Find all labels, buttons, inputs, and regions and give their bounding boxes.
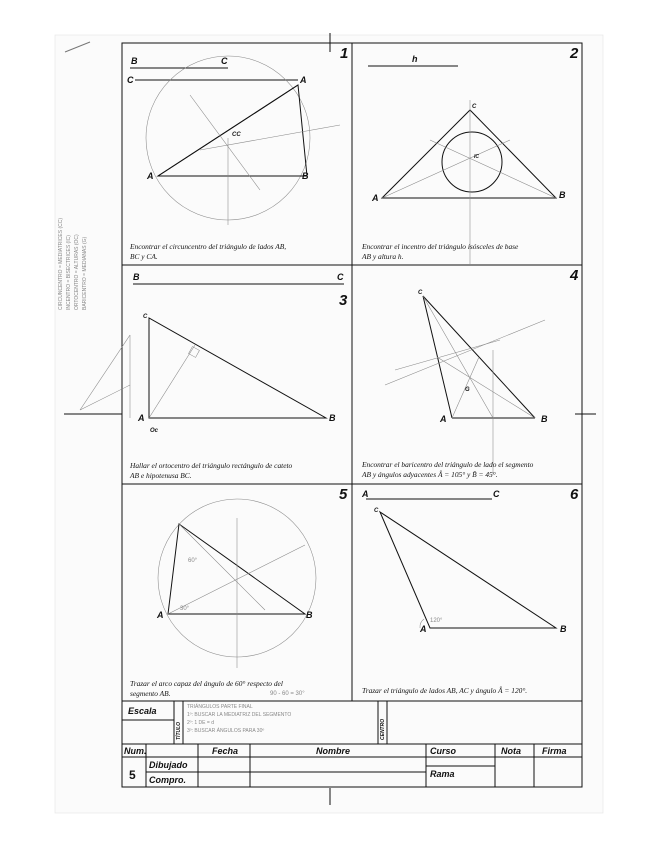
caption-line-1: Trazar el triángulo de lados AB, AC y ángulo Â = 120°.: [362, 686, 528, 695]
label-ic: IC: [474, 154, 479, 160]
panel-number: 4: [570, 267, 579, 284]
escala-label: Escala: [128, 706, 157, 716]
header-num: Num.: [124, 746, 147, 756]
label-a-top: A: [300, 75, 307, 85]
label-a: A: [157, 610, 164, 620]
label-a: A: [147, 171, 154, 181]
label-a: A: [138, 413, 145, 423]
panel-number: 5: [339, 486, 348, 503]
panel-number: 2: [570, 45, 579, 62]
label-c-top: C: [221, 56, 228, 66]
num-value: 5: [129, 768, 136, 782]
caption-line-1: Encontrar el incentro del triángulo isósceles de base: [362, 242, 519, 251]
label-b: B: [302, 171, 309, 181]
label-b-top: B: [131, 56, 138, 66]
angle-120: 120°: [430, 618, 443, 624]
titulo-note-4: 3º: BUSCAR ÁNGULOS PARA 30º: [187, 728, 265, 734]
label-b: B: [306, 610, 313, 620]
label-a: A: [372, 193, 379, 203]
caption-line-1: Encontrar el circuncentro del triángulo de lados AB,: [130, 242, 287, 251]
panel-number: 1: [340, 45, 349, 62]
header-curso: Curso: [430, 746, 457, 756]
caption-line-2: BC y CA.: [130, 252, 158, 261]
caption-line-2: segmento AB.: [130, 689, 171, 698]
rama-label: Rama: [430, 769, 455, 779]
label-c-top: C: [493, 489, 500, 499]
caption-line-1: Hallar el ortocentro del triángulo rectángulo de cateto: [130, 461, 293, 470]
dibujado-label: Dibujado: [149, 760, 188, 770]
label-a: A: [420, 624, 427, 634]
label-c: C: [472, 104, 477, 110]
label-c: C: [418, 290, 423, 296]
caption-line-2: AB y ángulos adyacentes Â = 105° y B̂ = 45°.: [362, 470, 498, 479]
label-h: h: [412, 54, 418, 64]
caption-line-2: AB e hipotenusa BC.: [130, 471, 192, 480]
compro-label: Compro.: [149, 775, 186, 785]
angle-60: 60°: [188, 558, 198, 564]
margin-note-4: BARICENTRO = MEDIANAS (G): [82, 236, 88, 310]
titulo-label: TÍTULO: [176, 721, 182, 740]
centro-label: CENTRO: [380, 718, 386, 740]
pencil-note: 90 - 60 = 30°: [270, 691, 305, 697]
label-b: B: [541, 414, 548, 424]
margin-note-1: CIRCUNCENTRO = MEDIATRICES (CC): [58, 218, 64, 310]
label-cc: CC: [232, 132, 241, 138]
panel-number: 3: [339, 292, 348, 309]
label-a: A: [440, 414, 447, 424]
header-nota: Nota: [501, 746, 521, 756]
header-nombre: Nombre: [316, 746, 351, 756]
label-b: B: [559, 190, 566, 200]
caption-line-1: Trazar el arco capaz del ángulo de 60° respecto del: [130, 679, 283, 688]
caption-line-1: Encontrar el baricentro del triángulo de lado el segmento: [362, 460, 534, 469]
label-b: B: [560, 624, 567, 634]
label-c: C: [374, 508, 379, 514]
label-c-top: C: [337, 272, 344, 282]
titulo-note-3: 2º: 1 DE = d: [187, 720, 214, 726]
label-c: C: [127, 75, 134, 85]
titulo-note-2: 1º: BUSCAR LA MEDIATRIZ DEL SEGMENTO: [187, 712, 292, 718]
margin-note-3: ORTOCENTRO = ALTURAS (OC): [74, 234, 80, 310]
label-c: C: [143, 314, 148, 320]
panel-number: 6: [570, 486, 579, 503]
angle-30: 30°: [180, 606, 190, 612]
header-firma: Firma: [542, 746, 567, 756]
label-oc: Oc: [150, 428, 159, 434]
header-fecha: Fecha: [212, 746, 239, 756]
caption-line-2: AB y altura h.: [362, 252, 404, 261]
margin-note-2: INCENTRO = BISECTRICES (IC): [66, 235, 72, 310]
label-b: B: [329, 413, 336, 423]
label-b-top: B: [133, 272, 140, 282]
titulo-note-1: TRIÁNGULOS PARTE FINAL: [187, 704, 253, 710]
label-g: G: [465, 387, 470, 393]
label-a-top: A: [362, 489, 369, 499]
